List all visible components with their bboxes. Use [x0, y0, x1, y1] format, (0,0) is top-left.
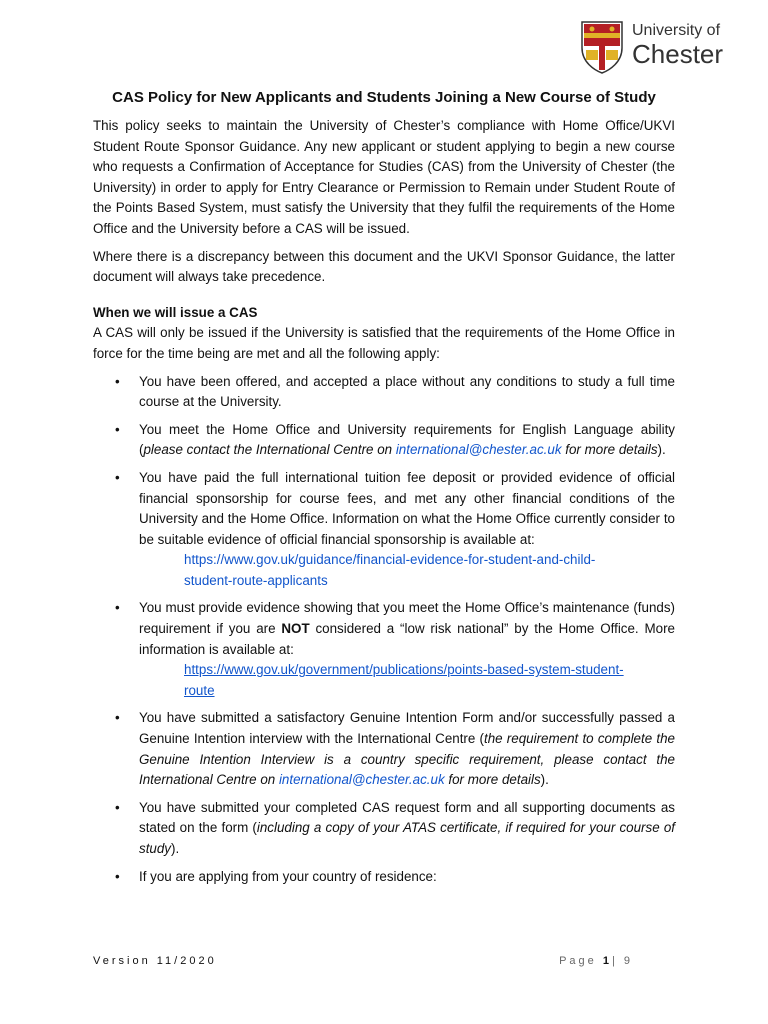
url-block [139, 660, 675, 701]
bullet-bold: NOT [281, 621, 310, 637]
logo-wordmark [632, 22, 723, 68]
page-number: 1 [602, 955, 612, 967]
bullet-text: You have submitted your completed CAS request form and all supporting documents as stated on the form ( [139, 799, 675, 836]
document-title: CAS Policy for New Applicants and Students Joining a New Course of Study [112, 89, 656, 106]
bullet-text: You have submitted a satisfactory Genuine Intention Form and/or successfully passed a Genuine Intention interview with the International Centre ( [139, 710, 675, 747]
bullet-text: You have been offered, and accepted a place without any conditions to study a full time course at the University. [139, 373, 675, 410]
bullet-text: You meet the Home Office and University requirements for English Language ability ( [139, 421, 675, 458]
bullet-text-end: ). [657, 442, 666, 458]
bullet-text: If you are applying from your country of residence: [139, 868, 437, 884]
points-based-system-link[interactable] [184, 662, 624, 698]
bullet-icon: • [115, 373, 120, 389]
url-block [139, 550, 675, 591]
list-item [93, 598, 675, 701]
section-lead: A CAS will only be issued if the University is satisfied that the requirements of the Home Office in force for the time being are met and all the following apply: [93, 325, 675, 361]
url-line-2[interactable]: route [184, 682, 215, 698]
university-logo [580, 20, 750, 76]
bullet-text-end: ). [171, 841, 180, 856]
bullet-italic: including a copy of your ATAS certificate, if required for your course of study [139, 820, 675, 856]
bullet-text: You have paid the full international tuition fee deposit or provided evidence of official financial sponsorship for course fees, and met any other financial conditions of the University and the Home Office. Information on what the Home Office currently consider to be suitable evidence of official financial sponsorship is available at: [139, 469, 675, 547]
email-link[interactable]: international@chester.ac.uk [278, 772, 445, 788]
page-total: | 9 [611, 955, 633, 967]
financial-evidence-link[interactable] [184, 552, 595, 588]
bullet-text: You must provide evidence showing that you meet the Home Office’s maintenance (funds) requirement if you are [139, 600, 675, 637]
requirements-list [93, 372, 675, 888]
bullet-text-2: considered a “low risk national” by the Home Office. More information is available at: [139, 621, 675, 657]
logo-line-2: Chester [632, 39, 724, 69]
list-item [93, 798, 675, 860]
document-body [93, 88, 675, 894]
logo-line-1: University of [632, 22, 721, 39]
intro-paragraph-1: This policy seeks to maintain the University of Chester’s compliance with Home Office/UKVI Student Route Sponsor Guidance. Any new applicant or student applying to begin a new course who requests a Confirmation of Acceptance for Studies (CAS) from the University of Chester (the University) in order to apply for Entry Clearance or Permission to Remain under Student Route of the Points Based System, must satisfy the University that they fulfil the requirements of the Home Office and the University before a CAS will be issued. [93, 118, 675, 236]
bullet-icon: • [115, 868, 120, 884]
url-line-1[interactable]: https://www.gov.uk/guidance/financial-evidence-for-student-and-child- [184, 552, 596, 568]
bullet-italic: for more details [444, 772, 541, 788]
bullet-italic: please contact the International Centre on [143, 442, 396, 458]
page-label: Page [559, 955, 597, 967]
email-link[interactable]: international@chester.ac.uk [395, 442, 562, 458]
list-item [93, 708, 675, 790]
bullet-icon: • [115, 710, 120, 726]
bullet-icon: • [115, 799, 120, 815]
list-item [93, 468, 675, 592]
list-item [93, 867, 675, 888]
url-line-2[interactable]: student-route-applicants [184, 572, 328, 588]
bullet-italic: the requirement to complete the Genuine Intention Interview is a country specific requirement, please contact the International Centre on [139, 731, 675, 788]
crest-icon [580, 20, 624, 74]
bullet-italic: for more details [561, 442, 658, 458]
bullet-text-end: ). [540, 772, 549, 788]
intro-paragraph-2: Where there is a discrepancy between this document and the UKVI Sponsor Guidance, the latter document will always take precedence. [93, 248, 675, 285]
bullet-icon: • [115, 600, 120, 616]
version-label: Version 11/2020 [93, 955, 217, 967]
list-item [93, 420, 675, 461]
section-heading: When we will issue a CAS [93, 304, 258, 320]
bullet-icon: • [115, 469, 120, 485]
bullet-icon: • [115, 421, 120, 437]
list-item [93, 372, 675, 413]
page-indicator [559, 955, 633, 967]
url-line-1[interactable]: https://www.gov.uk/government/publications/points-based-system-student- [184, 662, 624, 678]
